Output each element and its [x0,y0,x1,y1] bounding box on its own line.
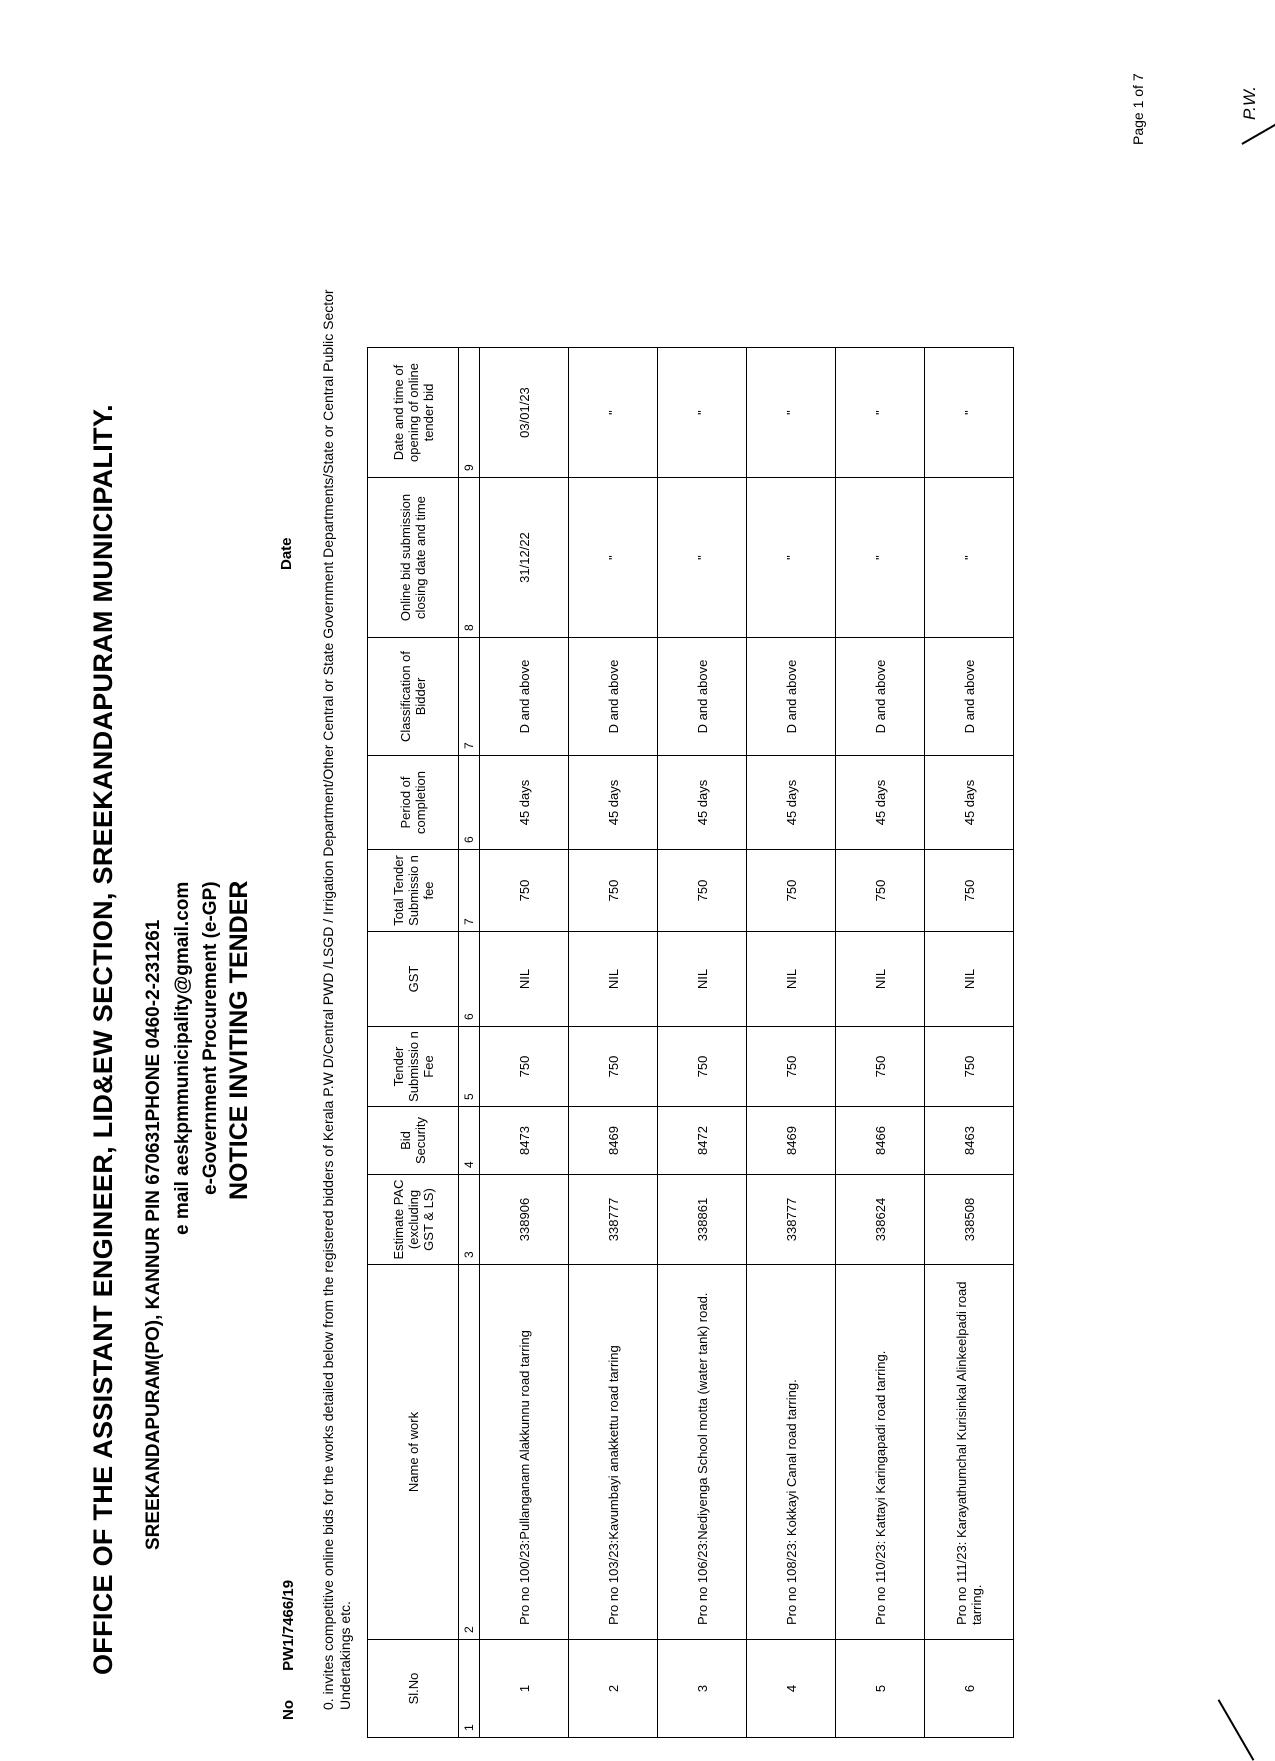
cell-fee: 750 [836,1027,925,1107]
cell-sl: 4 [747,1640,836,1738]
egp-label: e-Government Procurement (e-GP) [200,881,221,1195]
column-number-cell: 6 [459,932,480,1027]
cell-period: 45 days [569,756,658,850]
cell-pac: 338777 [747,1175,836,1265]
cell-period: 45 days [925,756,1014,850]
cell-pac: 338777 [569,1175,658,1265]
cell-opening: 03/01/23 [480,348,569,478]
cell-pac: 338906 [480,1175,569,1265]
intro-paragraph: 0. invites competitive online bids for the works detailed below from the registered bidders of Kerala P.W D/Central PWD /LSGD / Irrigation Department/Other Central or State Government Departments/State or Central Public Sector Undertakings etc. [320,289,353,1710]
cell-total: 750 [925,850,1014,932]
cell-gst: NIL [658,932,747,1027]
table-colnum-row [459,348,480,1738]
table-row [658,348,747,1738]
cell-pac: 338508 [925,1175,1014,1265]
cell-bid: 8469 [747,1107,836,1175]
column-number-cell: 6 [459,756,480,850]
header-cell: Tender Submissio n Fee [368,1027,459,1107]
cell-closing: " [747,478,836,638]
cell-bid: 8472 [658,1107,747,1175]
cell-total: 750 [836,850,925,932]
cell-opening: " [925,348,1014,478]
header-cell: Total Tender Submissio n fee [368,850,459,932]
cell-total: 750 [747,850,836,932]
column-number-cell: 3 [459,1175,480,1265]
table-header-row [368,348,459,1738]
column-number-cell: 2 [459,1265,480,1640]
cell-bid: 8466 [836,1107,925,1175]
header-cell: Name of work [368,1265,459,1640]
cell-gst: NIL [480,932,569,1027]
cell-fee: 750 [925,1027,1014,1107]
cell-bid: 8473 [480,1107,569,1175]
cell-fee: 750 [747,1027,836,1107]
cell-period: 45 days [658,756,747,850]
cell-opening: " [658,348,747,478]
office-title: OFFICE OF THE ASSISTANT ENGINEER, LID&EW SECTION, SREEKANDAPURAM MUNICIPALITY. [88,404,118,1675]
header-cell: Bid Security [368,1107,459,1175]
table-row [569,348,658,1738]
cell-fee: 750 [480,1027,569,1107]
cell-closing: " [658,478,747,638]
cell-sl: 1 [480,1640,569,1738]
cell-opening: " [569,348,658,478]
notice-heading: NOTICE INVITING TENDER [225,880,253,1200]
no-value: PW1/7466/19 [280,1579,297,1671]
table-row [747,348,836,1738]
cell-sl: 2 [569,1640,658,1738]
table-row [925,348,1014,1738]
header-cell: Online bid submission closing date and time [368,478,459,638]
tender-table [367,347,1014,1738]
cell-total: 750 [658,850,747,932]
header-cell: Classification of Bidder [368,638,459,756]
cell-sl: 5 [836,1640,925,1738]
cell-pac: 338861 [658,1175,747,1265]
cell-bid: 8463 [925,1107,1014,1175]
cell-name: Pro no 103/23:Kavumbayi anakkettu road tarring [569,1265,658,1640]
cell-sl: 3 [658,1640,747,1738]
cell-cls: D and above [925,638,1014,756]
column-number-cell: 7 [459,850,480,932]
cell-period: 45 days [836,756,925,850]
column-number-cell: 8 [459,478,480,638]
cell-gst: NIL [747,932,836,1027]
table-row [480,348,569,1738]
table-row [836,348,925,1738]
cell-bid: 8469 [569,1107,658,1175]
scan-mark [1241,121,1275,145]
column-number-cell: 5 [459,1027,480,1107]
header-cell: Sl.No [368,1640,459,1738]
cell-total: 750 [569,850,658,932]
office-email: e mail aeskpmmunicipality@gmail.com [172,881,193,1235]
cell-closing: " [569,478,658,638]
office-address: SREEKANDAPURAM(PO), KANNUR PIN 670631PHONE 0460-2-231261 [143,919,164,1550]
cell-closing: " [925,478,1014,638]
column-number-cell: 4 [459,1107,480,1175]
cell-total: 750 [480,850,569,932]
cell-name: Pro no 106/23:Nediyenga School motta (water tank) road. [658,1265,747,1640]
date-label: Date [278,537,295,570]
cell-closing: " [836,478,925,638]
column-number-cell: 7 [459,638,480,756]
cell-fee: 750 [658,1027,747,1107]
cell-opening: " [747,348,836,478]
header-cell: GST [368,932,459,1027]
header-cell: Period of completion [368,756,459,850]
cell-cls: D and above [569,638,658,756]
reference-number [280,1580,297,1720]
cell-name: Pro no 110/23: Kattayi Karingapadi road tarring. [836,1265,925,1640]
cell-name: Pro no 100/23:Pullanganam Alakkunnu road tarring [480,1265,569,1640]
column-number-cell: 1 [459,1640,480,1738]
cell-pac: 338624 [836,1175,925,1265]
cell-gst: NIL [925,932,1014,1027]
cell-sl: 6 [925,1640,1014,1738]
cell-name: Pro no 111/23: Karayathumchal Kurisinkal Alinkeelpadi road tarring. [925,1265,1014,1640]
cell-cls: D and above [836,638,925,756]
cell-fee: 750 [569,1027,658,1107]
cell-cls: D and above [480,638,569,756]
cell-cls: D and above [658,638,747,756]
cell-opening: " [836,348,925,478]
header-cell: Date and time of opening of online tender bid [368,348,459,478]
cell-cls: D and above [747,638,836,756]
header-cell: Estimate PAC (excluding GST & LS) [368,1175,459,1265]
page-number: Page 1 of 7 [1130,73,1146,145]
cell-closing: 31/12/22 [480,478,569,638]
no-label: No [280,1700,297,1720]
cell-period: 45 days [480,756,569,850]
handwritten-mark: P.W. [1240,85,1259,120]
column-number-cell: 9 [459,348,480,478]
cell-name: Pro no 108/23: Kokkayi Canal road tarring. [747,1265,836,1640]
cell-gst: NIL [569,932,658,1027]
scan-mark [1218,1699,1255,1761]
cell-gst: NIL [836,932,925,1027]
cell-period: 45 days [747,756,836,850]
